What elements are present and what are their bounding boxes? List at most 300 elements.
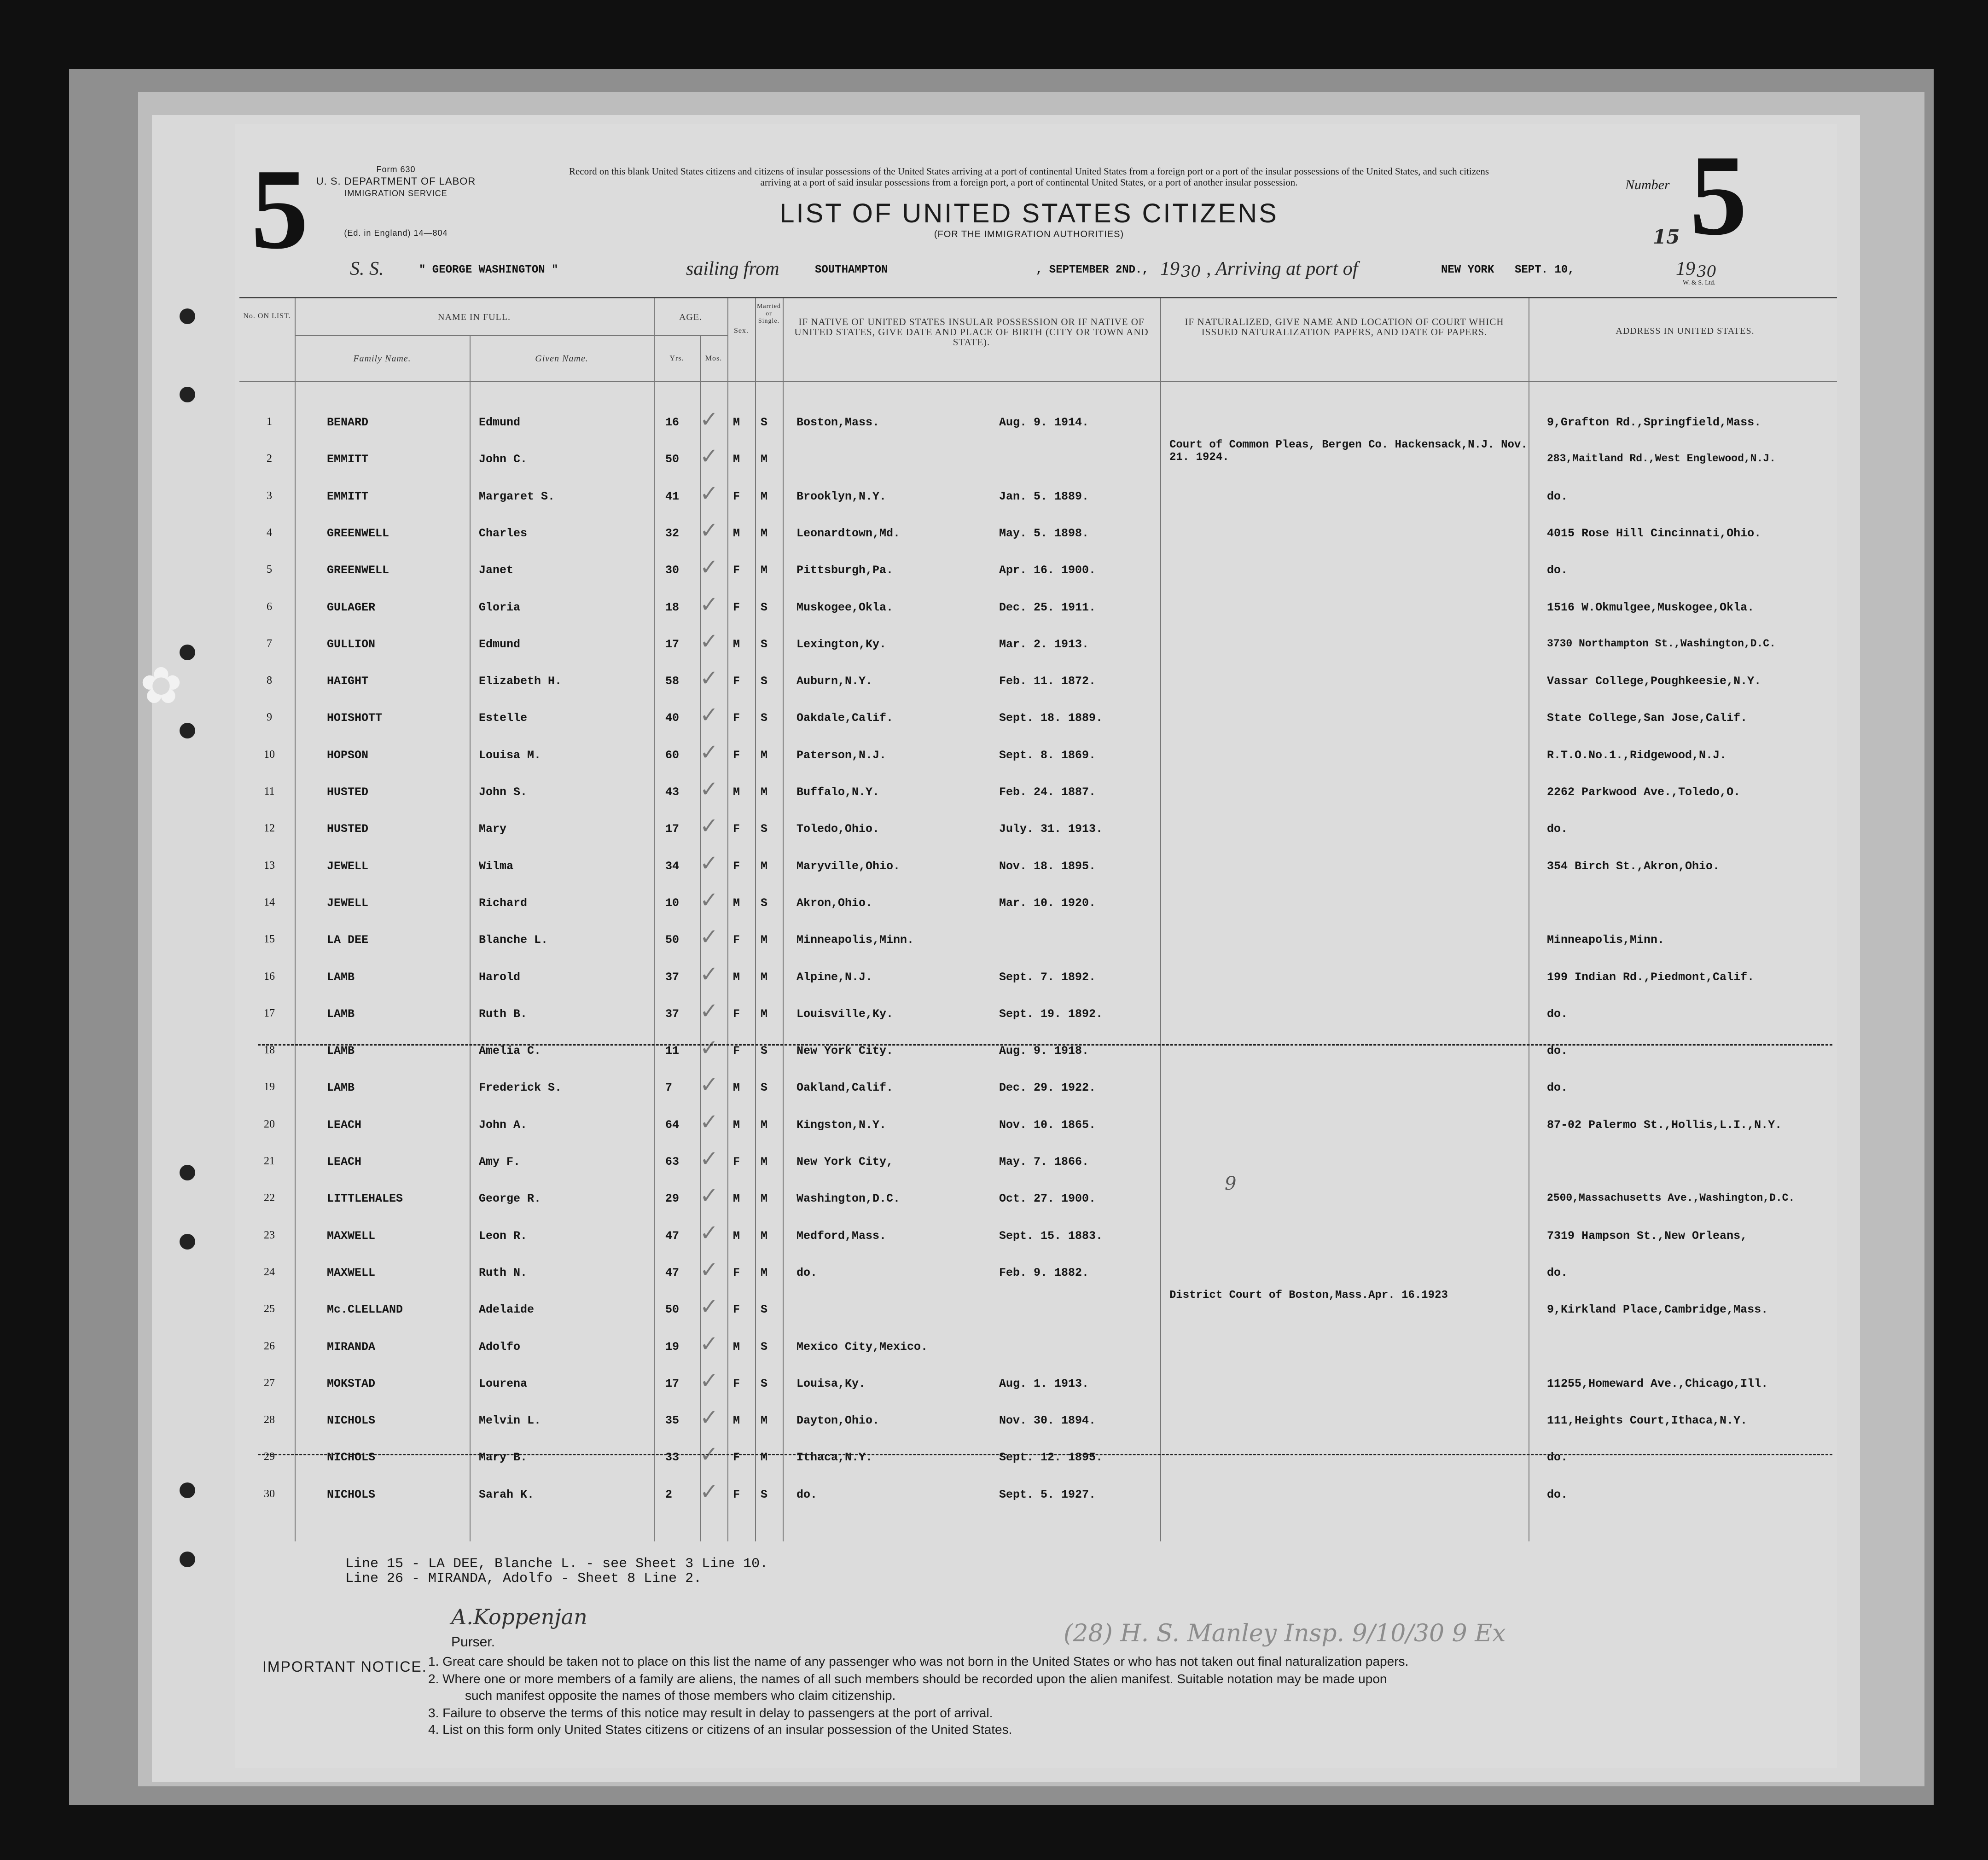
col-sex: Sex. [734,327,749,335]
checkmark-icon: ✓ [700,850,719,876]
cell-no: 23 [264,1229,275,1241]
table-row [239,1035,1837,1072]
table-row [239,1331,1837,1368]
cell-given: Richard [479,896,528,910]
cell-no: 30 [264,1488,275,1500]
cell-no: 17 [264,1007,275,1019]
cell-no: 9 [267,711,272,724]
cell-age: 29 [665,1192,680,1206]
cell-age: 30 [665,564,680,577]
checkmark-icon: ✓ [700,776,719,802]
cell-sex: M [733,453,740,466]
cell-place: Toledo,Ohio. [796,822,880,836]
cell-family: GREENWELL [327,564,389,577]
col-family-name: Family Name. [353,354,411,364]
table-row [239,481,1837,517]
cell-given: Ruth N. [479,1266,528,1279]
cell-family: LAMB [327,1007,355,1021]
cell-family: LA DEE [327,933,369,947]
cell-date: Feb. 9. 1882. [999,1266,1089,1279]
cell-family: MAXWELL [327,1229,376,1243]
cell-address: 9,Kirkland Place,Cambridge,Mass. [1547,1303,1768,1317]
cell-address: do. [1547,1451,1568,1465]
punch-hole [180,1482,195,1498]
punch-hole [180,1234,195,1250]
cell-family: HUSTED [327,822,369,836]
printer-mark: W. & S. Ltd. [1683,279,1716,286]
cell-given: Frederick S. [479,1081,562,1095]
checkmark-icon: ✓ [700,813,719,839]
cell-given: Charles [479,526,528,540]
sheet-number-left: 5 [251,145,308,273]
cell-place: Maryville,Ohio. [796,859,901,873]
cell-no: 29 [264,1451,275,1463]
cell-no: 12 [264,822,275,835]
cell-place: New York City. [796,1044,894,1058]
col-birth: IF NATIVE OF UNITED STATES INSULAR POSSESSION OR IF NATIVE OF UNITED STATES, GIVE DATE AND PLACE OF BIRTH (CITY OR TOWN AND STATE). [794,316,1149,348]
cell-age: 50 [665,453,680,466]
arrival-date: SEPT. 10, [1515,264,1575,276]
cell-address: 7319 Hampson St.,New Orleans, [1547,1229,1748,1243]
table-row [239,887,1837,924]
cell-address: do. [1547,1488,1568,1501]
cell-family: GULLION [327,637,376,651]
table-row [239,702,1837,739]
cell-given: Wilma [479,859,514,873]
cell-given: Lourena [479,1377,528,1390]
cell-ms: M [761,1155,768,1168]
strikethrough-line-15 [258,1044,1832,1046]
checkmark-icon: ✓ [700,407,719,432]
cell-given: George R. [479,1192,541,1206]
cell-no: 8 [267,674,272,687]
cell-sex: F [733,1266,740,1279]
cell-sex: F [733,1007,740,1021]
form-number: Form 630 [376,165,416,174]
cell-sex: F [733,933,740,947]
year-suffix: 30 [1181,262,1201,281]
cell-ms: S [761,1340,768,1354]
strikethrough-line-26 [258,1454,1832,1455]
cell-sex: F [733,489,740,503]
cell-place: Minneapolis,Minn. [796,933,914,947]
cell-family: NICHOLS [327,1451,376,1465]
cell-family: GULAGER [327,600,376,614]
cell-age: 10 [665,896,680,910]
checkmark-icon: ✓ [700,1442,719,1468]
col-mos: Mos. [705,355,722,362]
cell-sex: M [733,1192,740,1206]
cell-family: NICHOLS [327,1488,376,1501]
page-title: LIST OF UNITED STATES CITIZENS [779,198,1279,228]
punch-hole [180,1552,195,1567]
cell-ms: S [761,637,768,651]
checkmark-icon: ✓ [700,1183,719,1209]
cell-sex: F [733,748,740,762]
cell-ms: M [761,970,768,984]
cell-place: Kingston,N.Y. [796,1118,887,1132]
cell-age: 16 [665,416,680,429]
cell-family: EMMITT [327,489,369,503]
cell-sex: M [733,416,740,429]
cell-sex: F [733,1155,740,1168]
arriving-label: , Arriving at port of [1206,258,1358,279]
cell-family: LAMB [327,1081,355,1095]
table-row [239,665,1837,702]
cell-date: Aug. 1. 1913. [999,1377,1089,1390]
cell-place: Medford,Mass. [796,1229,887,1243]
table-row [239,1072,1837,1109]
cell-address: do. [1547,489,1568,503]
checkmark-icon: ✓ [700,517,719,543]
cell-ms: M [761,1192,768,1206]
cell-age: 7 [665,1081,673,1095]
cell-sex: F [733,600,740,614]
cell-sex: F [733,1044,740,1058]
table-row [239,1220,1837,1257]
cell-sex: M [733,1340,740,1354]
cell-ms: M [761,933,768,947]
cell-no: 20 [264,1118,275,1130]
cell-given: Melvin L. [479,1414,541,1428]
cell-address: do. [1547,564,1568,577]
purser-signature: A.Koppenjan [451,1604,587,1629]
cell-place: New York City, [796,1155,894,1168]
cell-date: Nov. 10. 1865. [999,1118,1096,1132]
cell-age: 43 [665,785,680,799]
cell-place: do. [796,1488,818,1501]
cell-ms: S [761,1044,768,1058]
sailing-label: sailing from [686,258,779,279]
notice-item-2: 2. Where one or more members of a family are aliens, the names of all such members should be recorded upon the alien manifest. Suitable notation may be made upon [428,1672,1387,1686]
checkmark-icon: ✓ [700,628,719,654]
footer [235,1556,1837,1768]
checkmark-icon: ✓ [700,1331,719,1357]
cell-ms: S [761,416,768,429]
cell-sex: M [733,1229,740,1243]
cell-address: 1516 W.Okmulgee,Muskogee,Okla. [1547,600,1755,614]
name-age-rule [295,335,727,336]
cell-date: Sept. 7. 1892. [999,970,1096,984]
cell-family: HOPSON [327,748,369,762]
table-row [239,961,1837,998]
checkmark-icon: ✓ [700,887,719,913]
checkmark-icon: ✓ [700,443,719,470]
year-suffix-2: 30 [1697,262,1717,281]
cell-no: 10 [264,748,275,761]
checkmark-icon: ✓ [700,924,719,950]
table-row [239,850,1837,887]
cell-place: Mexico City,Mexico. [796,1340,928,1354]
cell-family: MAXWELL [327,1266,376,1279]
year-prefix-2: 19 [1676,258,1695,279]
table-row [239,1479,1837,1516]
table-row [239,1442,1837,1478]
cell-ms: M [761,564,768,577]
notice-item-2-cont: such manifest opposite the names of those members who claim citizenship. [465,1688,896,1703]
cell-no: 6 [267,600,272,613]
cell-place: do. [796,1266,818,1279]
cell-given: John S. [479,785,528,799]
cell-ms: S [761,600,768,614]
cell-place: Louisville,Ky. [796,1007,894,1021]
cell-address: Minneapolis,Minn. [1547,933,1665,947]
inspector-stamp: (28) H. S. Manley Insp. 9/10/30 9 Ex [1064,1620,1506,1647]
cell-no: 27 [264,1377,275,1389]
cell-date: Mar. 2. 1913. [999,637,1089,651]
checkmark-icon: ✓ [700,1109,719,1135]
cell-given: Gloria [479,600,521,614]
cell-given: Estelle [479,711,528,725]
cell-ms: S [761,711,768,725]
cell-place: Lexington,Ky. [796,637,887,651]
cell-age: 64 [665,1118,680,1132]
cell-ms: S [761,1303,768,1317]
cell-given: Elizabeth H. [479,674,562,688]
table-row [239,1289,1837,1331]
cell-place: Brooklyn,N.Y. [796,489,887,503]
cell-place: Auburn,N.Y. [796,674,873,688]
cell-address: 111,Heights Court,Ithaca,N.Y. [1547,1414,1748,1428]
cell-age: 41 [665,489,680,503]
table-row [239,592,1837,628]
cell-age: 37 [665,970,680,984]
cell-no: 22 [264,1192,275,1204]
cell-ms: S [761,1377,768,1390]
intro-text: Record on this blank United States citizens and citizens of insular possessions of the United States arriving at a port of continental United States from a foreign port or a port of the insular possessions of the United States, and such citizens arriving at a port of said insular possessions from a foreign port, a port of continental United States, or a port of another insular possession. [569,166,1489,188]
col-married-single: Married or Single. [756,303,781,325]
cell-no: 14 [264,896,275,908]
cell-place: Oakland,Calif. [796,1081,894,1095]
cell-sex: F [733,564,740,577]
line-note-2: Line 26 - MIRANDA, Adolfo - Sheet 8 Line 2. [345,1571,702,1587]
col-name-in-full: NAME IN FULL. [438,312,511,322]
punch-hole [180,387,195,402]
cell-family: LEACH [327,1118,362,1132]
cell-ms: M [761,453,768,466]
cell-age: 33 [665,1451,680,1465]
cell-no: 11 [264,785,275,797]
department: U. S. DEPARTMENT OF LABOR [316,175,476,187]
cell-no: 2 [267,453,272,465]
cell-given: Mary [479,822,507,836]
cell-age: 17 [665,1377,680,1390]
cell-given: Sarah K. [479,1488,535,1501]
number-label: Number [1625,177,1670,192]
cell-place: Washington,D.C. [796,1192,901,1206]
cell-age: 2 [665,1488,673,1501]
cell-place: Leonardtown,Md. [796,526,901,540]
cell-ms: M [761,1414,768,1428]
ship-name: " GEORGE WASHINGTON " [419,264,558,276]
cell-no: 24 [264,1266,275,1278]
cell-given: Louisa M. [479,748,541,762]
cell-given: Harold [479,970,521,984]
flower-mark-icon: ✿ [140,658,183,714]
punch-hole [180,308,195,324]
cell-ms: M [761,1229,768,1243]
checkmark-icon: ✓ [700,480,719,506]
checkmark-icon: ✓ [700,665,719,692]
cell-ms: M [761,1007,768,1021]
cell-age: 50 [665,1303,680,1317]
cell-family: HOISHOTT [327,711,383,725]
purser-label: Purser. [451,1634,495,1650]
notice-item-1: 1. Great care should be taken not to place on this list the name of any passenger who was not born in the United States or who has not taken out final naturalization papers. [428,1654,1409,1668]
cell-ms: M [761,785,768,799]
ss-label: S. S. [350,258,384,279]
cell-date: Feb. 11. 1872. [999,674,1096,688]
cell-naturalization: District Court of Boston,Mass.Apr. 16.1923 [1169,1289,1448,1302]
manifest-page [140,115,1860,1782]
cell-address: do. [1547,1007,1568,1021]
col-address: ADDRESS IN UNITED STATES. [1616,326,1755,336]
checkmark-icon: ✓ [700,998,719,1024]
cell-sex: F [733,711,740,725]
col-no: No. ON LIST. [243,312,291,320]
col-given-name: Given Name. [535,354,588,364]
cell-sex: M [733,526,740,540]
checkmark-icon: ✓ [700,1256,719,1283]
cell-date: Sept. 5. 1927. [999,1488,1096,1501]
printing-note: (Ed. in England) 14—804 [344,228,448,238]
cell-given: Ruth B. [479,1007,528,1021]
cell-given: John A. [479,1118,528,1132]
cell-no: 7 [267,637,272,650]
cell-family: EMMITT [327,453,369,466]
cell-sex: F [733,1451,740,1465]
cell-sex: F [733,1303,740,1317]
cell-given: Adelaide [479,1303,535,1317]
cell-ms: M [761,1118,768,1132]
cell-age: 18 [665,600,680,614]
cell-date: Nov. 30. 1894. [999,1414,1096,1428]
cell-age: 19 [665,1340,680,1354]
cell-family: Mc.CLELLAND [327,1303,403,1317]
cell-place: Muskogee,Okla. [796,600,894,614]
cell-age: 34 [665,859,680,873]
cell-no: 25 [264,1303,275,1315]
cell-date: Nov. 18. 1895. [999,859,1096,873]
cell-age: 17 [665,637,680,651]
cell-family: BENARD [327,416,369,429]
handwritten-number: 15 [1653,226,1680,248]
cell-sex: F [733,674,740,688]
cell-given: Edmund [479,637,521,651]
cell-ms: S [761,896,768,910]
table-row [239,1183,1837,1220]
table-row [239,1109,1837,1146]
cell-sex: M [733,785,740,799]
cell-no: 16 [264,970,275,982]
cell-no: 4 [267,526,272,539]
checkmark-icon: ✓ [700,739,719,765]
cell-sex: F [733,1488,740,1501]
table-row [239,776,1837,813]
cell-given: Blanche L. [479,933,548,947]
cell-sex: M [733,1118,740,1132]
cell-date: Oct. 27. 1900. [999,1192,1096,1206]
cell-address: 11255,Homeward Ave.,Chicago,Ill. [1547,1377,1768,1390]
cell-ms: S [761,1488,768,1501]
cell-date: May. 7. 1866. [999,1155,1089,1168]
table-row [239,924,1837,961]
checkmark-icon: ✓ [700,1405,719,1431]
notice-item-3: 3. Failure to observe the terms of this notice may result in delay to passengers at the port of arrival. [428,1706,993,1720]
table-row [239,1257,1837,1294]
cell-date: Aug. 9. 1918. [999,1044,1089,1058]
cell-given: Amelia C. [479,1044,541,1058]
cell-sex: M [733,896,740,910]
cell-sex: M [733,970,740,984]
cell-date: May. 5. 1898. [999,526,1089,540]
notice-title: IMPORTANT NOTICE. [262,1658,427,1675]
cell-given: Mary B. [479,1451,528,1465]
cell-sex: M [733,1081,740,1095]
cell-family: LITTLEHALES [327,1192,403,1206]
cell-address: Vassar College,Poughkeesie,N.Y. [1547,674,1761,688]
cell-address: State College,San Jose,Calif. [1547,711,1748,725]
cell-date: Dec. 25. 1911. [999,600,1096,614]
cell-address: R.T.O.No.1.,Ridgewood,N.J. [1547,748,1727,762]
cell-no: 28 [264,1414,275,1426]
cell-no: 26 [264,1340,275,1352]
col-yrs: Yrs. [669,355,684,362]
cell-age: 47 [665,1229,680,1243]
cell-family: LAMB [327,1044,355,1058]
cell-given: John C. [479,453,528,466]
cell-no: 15 [264,933,275,946]
cell-ms: M [761,1266,768,1279]
col-naturalized: IF NATURALIZED, GIVE NAME AND LOCATION OF COURT WHICH ISSUED NATURALIZATION PAPERS, AND DATE OF PAPERS. [1185,316,1504,337]
cell-ms: S [761,822,768,836]
form-info [313,163,479,239]
cell-family: LEACH [327,1155,362,1168]
cell-address: do. [1547,1044,1568,1058]
col-age: AGE. [679,312,703,322]
cell-sex: F [733,822,740,836]
cell-address: do. [1547,1266,1568,1279]
checkmark-icon: ✓ [700,1220,719,1246]
table-row [239,1146,1837,1183]
cell-address: 199 Indian Rd.,Piedmont,Calif. [1547,970,1755,984]
cell-age: 58 [665,674,680,688]
cell-family: HAIGHT [327,674,369,688]
cell-address: 2262 Parkwood Ave.,Toledo,O. [1547,785,1741,799]
checkmark-icon: ✓ [700,1035,719,1061]
table-row [239,998,1837,1035]
cell-family: JEWELL [327,859,369,873]
cell-address: 2500,Massachusetts Ave.,Washington,D.C. [1547,1192,1795,1204]
cell-naturalization: Court of Common Pleas, Bergen Co. Hackensack,N.J. Nov. 21. 1924. [1169,439,1528,464]
punch-hole [180,1165,195,1180]
cell-no: 3 [267,489,272,502]
checkmark-icon: ✓ [700,554,719,581]
citizen-list-form [235,124,1837,1768]
checkmark-icon: ✓ [700,702,719,728]
cell-place: Pittsburgh,Pa. [796,564,894,577]
table-row [239,554,1837,591]
cell-date: Apr. 16. 1900. [999,564,1096,577]
cell-sex: M [733,1414,740,1428]
departure-date: , SEPTEMBER 2ND., [1036,264,1149,276]
cell-age: 11 [665,1044,680,1058]
cell-given: Janet [479,564,514,577]
cell-date: Dec. 29. 1922. [999,1081,1096,1095]
checkmark-icon: ✓ [700,1367,719,1394]
cell-age: 60 [665,748,680,762]
cell-family: LAMB [327,970,355,984]
